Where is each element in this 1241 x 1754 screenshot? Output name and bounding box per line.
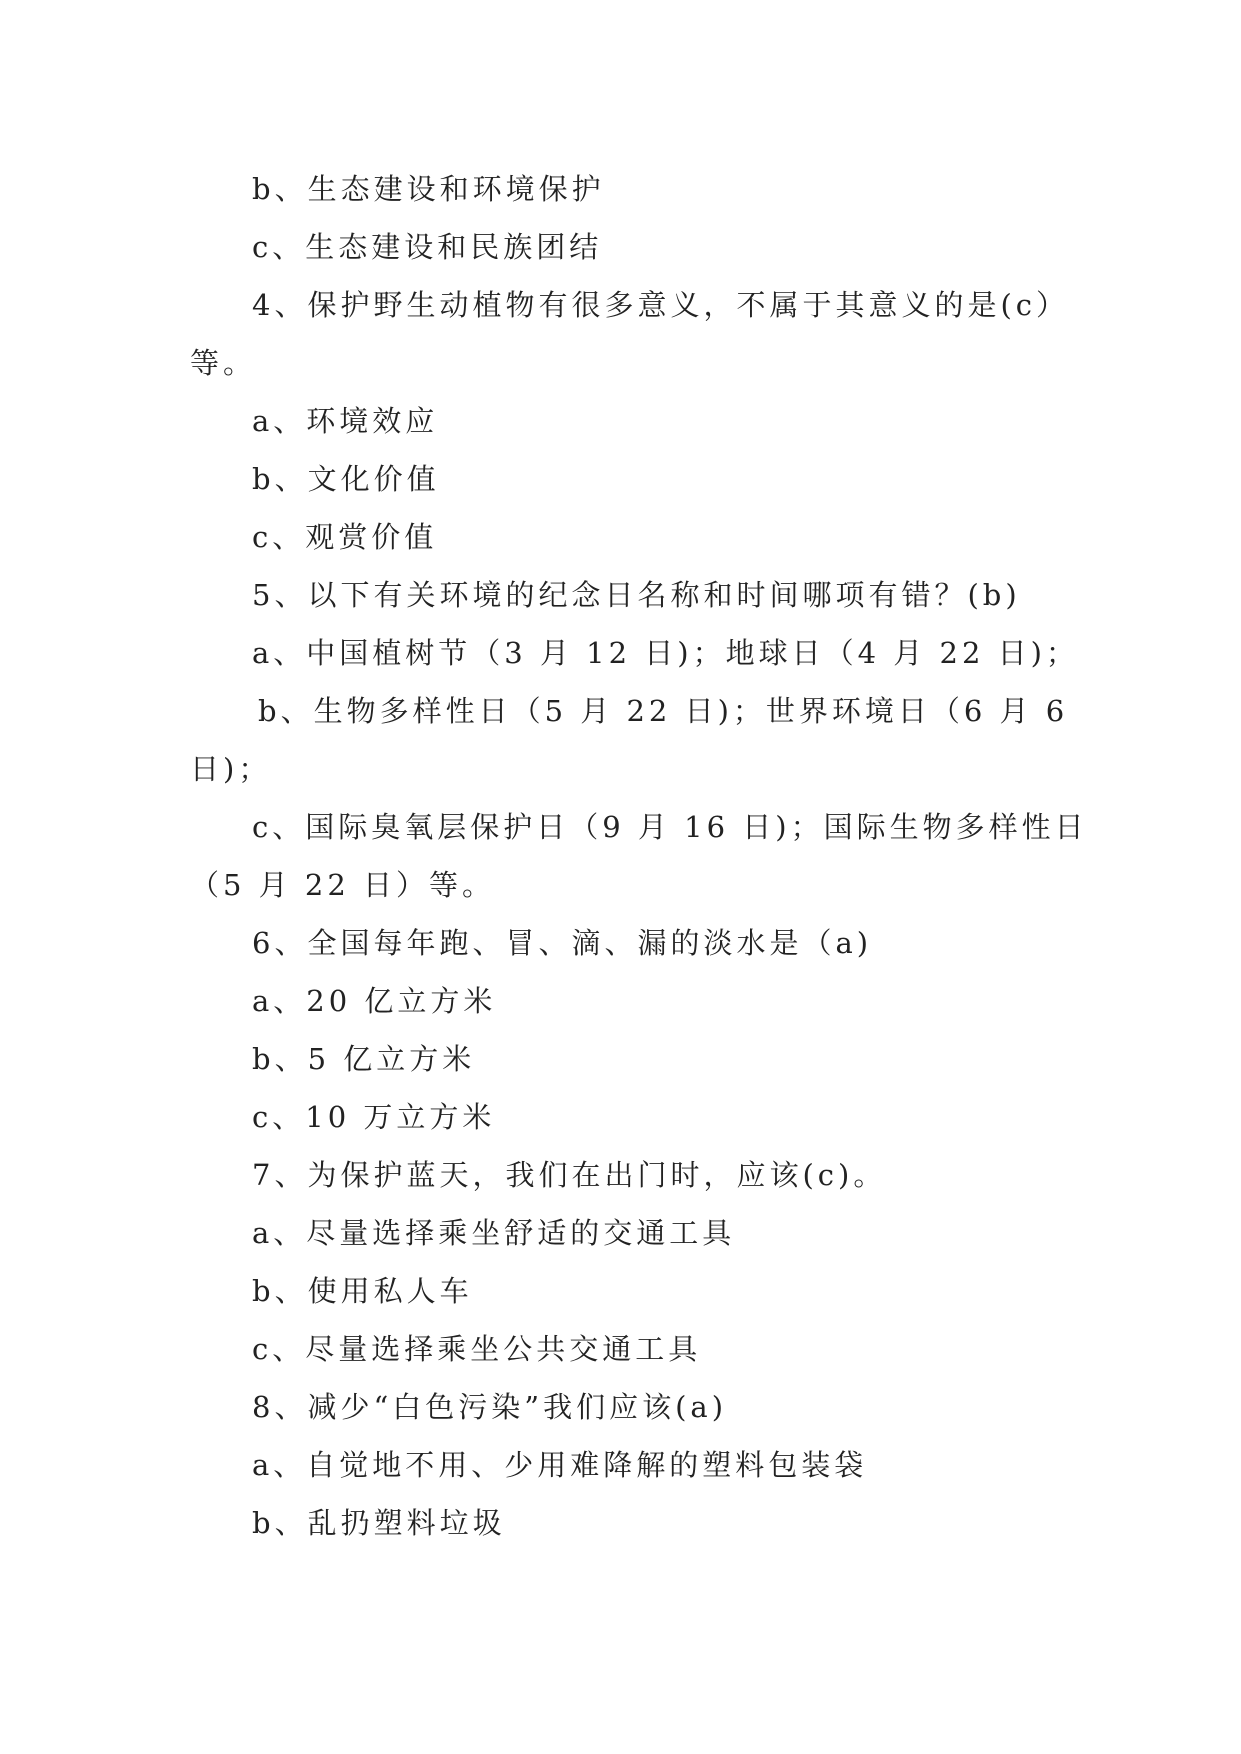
option-c-q6: c、10 万立方米 [252, 1100, 496, 1134]
question-8: 8、减少“白色污染”我们应该(a) [252, 1390, 728, 1424]
option-a-q5: a、中国植树节（3 月 12 日)；地球日（4 月 22 日)； [252, 636, 1079, 670]
option-c-q4: c、观赏价值 [252, 520, 438, 554]
option-b-q5-continued: 日)； [190, 752, 272, 786]
option-b-q5: b、生物多样性日（5 月 22 日)；世界环境日（6 月 6 [258, 694, 1069, 728]
option-a-q8: a、自觉地不用、少用难降解的塑料包装袋 [252, 1448, 868, 1482]
option-a-q6: a、20 亿立方米 [252, 984, 497, 1018]
option-a-q7: a、尽量选择乘坐舒适的交通工具 [252, 1216, 736, 1250]
question-5: 5、以下有关环境的纪念日名称和时间哪项有错？(b) [252, 578, 1021, 612]
option-c-q3: c、生态建设和民族团结 [252, 230, 603, 264]
option-a-q4: a、环境效应 [252, 404, 439, 438]
question-4: 4、保护野生动植物有很多意义，不属于其意义的是(c） [252, 288, 1070, 322]
option-c-q7: c、尽量选择乘坐公共交通工具 [252, 1332, 702, 1366]
option-c-q5: c、国际臭氧层保护日（9 月 16 日)；国际生物多样性日 [252, 810, 1088, 844]
option-c-q5-continued: （5 月 22 日）等。 [190, 868, 496, 902]
option-b-q3: b、生态建设和环境保护 [252, 172, 605, 206]
question-4-continued: 等。 [190, 346, 257, 380]
option-b-q4: b、文化价值 [252, 462, 440, 496]
option-b-q8: b、乱扔塑料垃圾 [252, 1506, 506, 1540]
question-7: 7、为保护蓝天，我们在出门时，应该(c)。 [252, 1158, 887, 1192]
document-body [190, 160, 1088, 1552]
option-b-q6: b、5 亿立方米 [252, 1042, 476, 1076]
option-b-q7: b、使用私人车 [252, 1274, 473, 1308]
question-6: 6、全国每年跑、冒、滴、漏的淡水是（a) [252, 926, 873, 960]
